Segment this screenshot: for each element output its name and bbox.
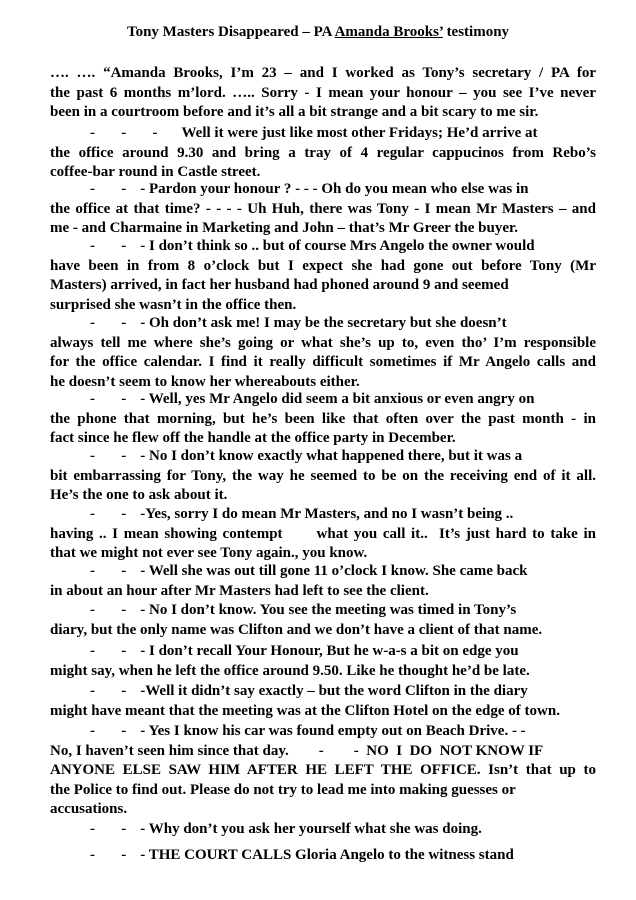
text-line: ANYONE ELSE SAW HIM AFTER HE LEFT THE OFFICE. Isn’t that up to — [50, 762, 596, 779]
dash-lead: - - — [90, 683, 127, 699]
text-line: -Yes, sorry I do mean Mr Masters, and no I wasn’t being .. — [140, 506, 514, 522]
testimony-paragraph — [50, 64, 596, 123]
title-name: Amanda Brooks’ — [334, 24, 443, 40]
testimony-paragraph — [50, 601, 596, 640]
text-line: the past 6 months m’lord. ….. Sorry - I mean your honour – you see I’ve never — [50, 84, 596, 101]
text-line: bit embarrassing for Tony, the way he seemed to be on the receiving end of it all. — [50, 467, 596, 484]
text-line: - Oh don’t ask me! I may be the secretary but she doesn’t — [140, 315, 507, 331]
text-line: - THE COURT CALLS Gloria Angelo to the witness stand — [140, 847, 514, 863]
text-line: - Pardon your honour ? - - - Oh do you mean who else was in — [140, 181, 529, 197]
text-line: -Well it didn’t say exactly – but the word Clifton in the diary — [140, 683, 528, 699]
dash-lead: - - — [90, 448, 127, 464]
testimony-paragraph — [50, 505, 596, 564]
text-line: Well it were just like most other Fridays; He’d arrive at — [181, 125, 538, 141]
dash-lead: - - — [90, 181, 127, 197]
text-line: coffee-bar round in Castle street. — [50, 164, 261, 181]
title-suffix: testimony — [442, 24, 510, 40]
text-line: the Police to find out. Please do not try to lead me into making guesses or — [50, 781, 516, 798]
text-line: - Why don’t you ask her yourself what she was doing. — [140, 821, 482, 837]
testimony-paragraph — [50, 237, 596, 315]
text-line: having .. I mean showing contempt what you call it.. It’s just hard to take in — [50, 525, 596, 542]
testimony-paragraph — [50, 180, 596, 239]
text-line: for the office calendar. I find it really difficult sometimes if Mr Angelo calls and — [50, 354, 596, 371]
text-line: - Well, yes Mr Angelo did seem a bit anxious or even angry on — [140, 391, 535, 407]
text-line: He’s the one to ask about it. — [50, 487, 228, 504]
dash-lead: - - — [90, 602, 127, 618]
text-line: - No I don’t know. You see the meeting was timed in Tony’s — [140, 602, 517, 618]
testimony-paragraph — [50, 447, 596, 506]
text-line: No, I haven’t seen him since that day. - - NO I DO NOT KNOW IF — [50, 742, 544, 759]
text-line: - No I don’t know exactly what happened there, but it was a — [140, 448, 523, 464]
text-line: the phone that morning, but he’s been like that often over the past month - in — [50, 410, 596, 427]
text-line: surprised she wasn’t in the office then. — [50, 296, 297, 313]
text-line: - Yes I know his car was found empty out on Beach Drive. - - — [140, 723, 526, 739]
dash-lead: - - — [90, 643, 127, 659]
text-line: …. …. “Amanda Brooks, I’m 23 – and I worked as Tony’s secretary / PA for — [50, 65, 596, 81]
dash-lead: - - — [90, 847, 127, 863]
testimony-paragraph — [50, 682, 596, 721]
testimony-paragraph — [50, 642, 596, 681]
text-line: might have meant that the meeting was at the Clifton Hotel on the edge of town. — [50, 702, 560, 719]
testimony-paragraph — [50, 562, 596, 601]
text-line: accusations. — [50, 801, 128, 818]
text-line: the office at that time? - - - - Uh Huh, there was Tony - I mean Mr Masters – and — [50, 200, 596, 217]
text-line: fact since he flew off the handle at the office party in December. — [50, 430, 456, 447]
dash-lead: - - — [90, 506, 127, 522]
text-line: been in a courtroom before and it’s all a bit strange and a bit scary to me sir. — [50, 104, 539, 121]
text-line: might say, when he left the office around 9.50. Like he thought he’d be late. — [50, 662, 530, 679]
dash-lead: - - — [90, 315, 127, 331]
title-prefix: Tony Masters Disappeared – PA — [126, 24, 335, 40]
dash-lead: - - - — [90, 125, 158, 141]
dash-lead: - - — [90, 391, 127, 407]
text-line: that we might not ever see Tony again., you know. — [50, 545, 368, 562]
dash-lead: - - — [90, 238, 127, 254]
testimony-paragraph — [50, 314, 596, 392]
text-line: the office around 9.30 and bring a tray of 4 regular cappucinos from Rebo’s — [50, 144, 596, 161]
text-line: - Well she was out till gone 11 o’clock I know. She came back — [140, 563, 528, 579]
text-line: diary, but the only name was Clifton and we don’t have a client of that name. — [50, 621, 543, 638]
text-line: he doesn’t seem to know her whereabouts either. — [50, 373, 360, 390]
text-line: - I don’t think so .. but of course Mrs Angelo the owner would — [140, 238, 535, 254]
text-line: - I don’t recall Your Honour, But he w-a-s a bit on edge you — [140, 643, 519, 659]
dash-lead: - - — [90, 821, 127, 837]
text-line: always tell me where she’s going or what she’s up to, even tho’ I’m responsible — [50, 334, 596, 351]
text-line: in about an hour after Mr Masters had left to see the client. — [50, 582, 429, 599]
testimony-paragraph — [50, 722, 596, 820]
testimony-paragraph — [50, 820, 596, 840]
testimony-paragraph — [50, 390, 596, 449]
text-line: me - and Charmaine in Marketing and John – that’s Mr Greer the buyer. — [50, 220, 519, 237]
testimony-paragraph — [50, 124, 596, 183]
text-line: have been in from 8 o’clock but I expect she had gone out before Tony (Mr — [50, 257, 596, 274]
text-line: Masters) arrived, in fact her husband had phoned around 9 and seemed — [50, 277, 509, 294]
testimony-paragraph — [50, 846, 596, 866]
dash-lead: - - — [90, 563, 127, 579]
dash-lead: - - — [90, 723, 127, 739]
page-title — [0, 24, 636, 41]
